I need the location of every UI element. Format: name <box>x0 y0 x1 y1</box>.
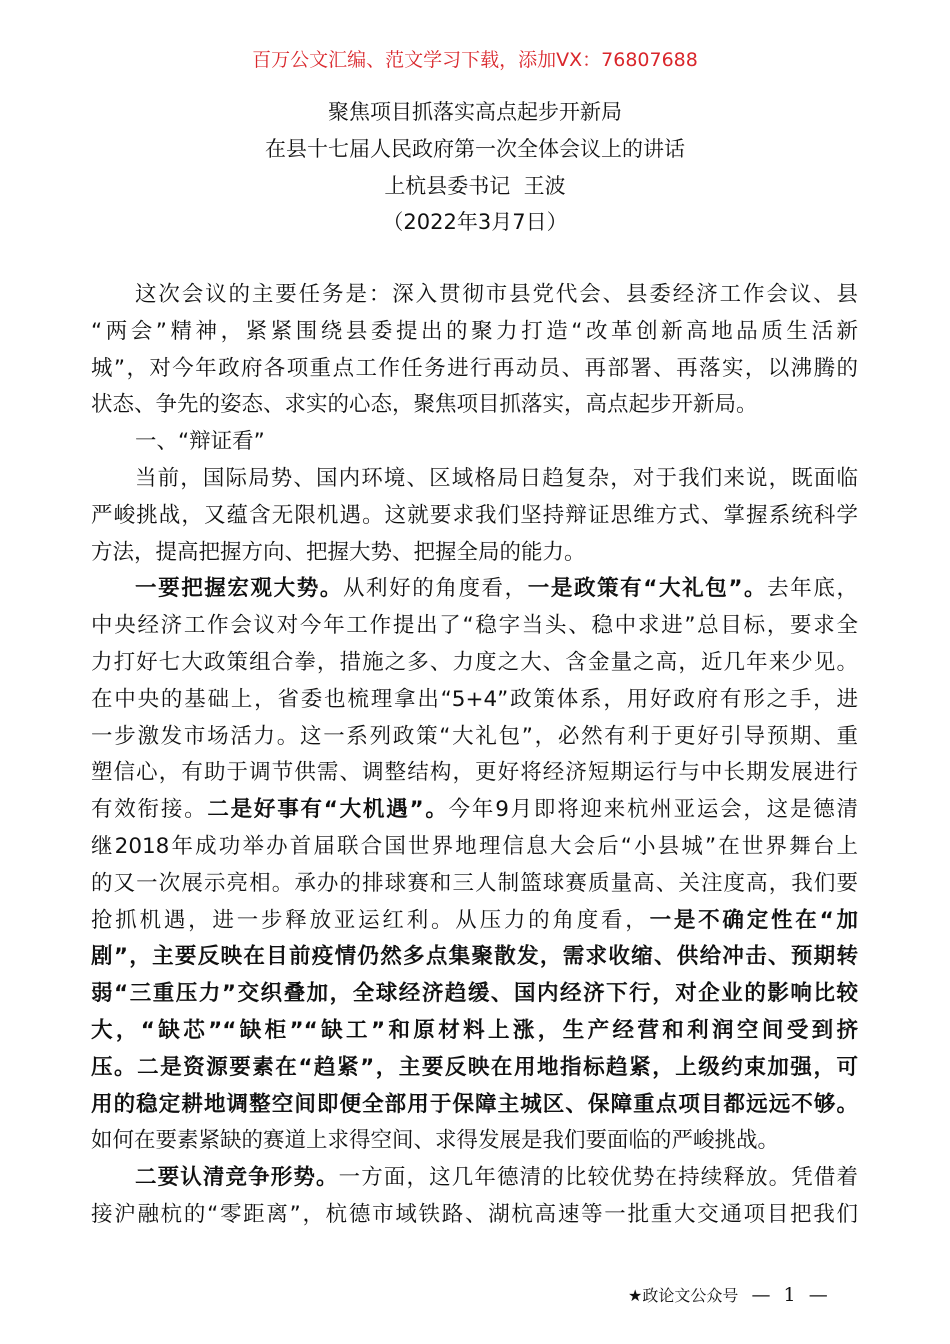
body-text: 一、“辩证看” <box>135 429 265 455</box>
text-line <box>91 1050 858 1087</box>
page-dash-left: — <box>751 1284 771 1306</box>
body-text: 方法，提高把握方向、把握大势、把握全局的能力。 <box>91 539 586 565</box>
text-line <box>91 976 858 1013</box>
bold-text: 用的稳定耕地调整空间即便全部用于保障主城区、保障重点项目都远远不够。 <box>91 1091 858 1117</box>
body-text: 如何在要素紧缺的赛道上求得空间、求得发展是我们要面临的严峻挑战。 <box>91 1128 780 1154</box>
body-text: 接沪融杭的“零距离”，杭德市域铁路、湖杭高速等一批重大交通项目把我们 <box>91 1201 858 1227</box>
body-text: 当前，国际局势、国内环境、区域格局日趋复杂，对于我们来说，既面临 <box>135 465 858 491</box>
bold-text: 大，“缺芯”“缺柜”“缺工”和原材料上涨，生产经营和利润空间受到挤 <box>91 1017 858 1043</box>
body-text: 从利好的角度看， <box>342 576 528 602</box>
text-line <box>91 1013 858 1050</box>
text-line <box>91 755 858 792</box>
text-line <box>91 645 858 682</box>
text-line <box>91 571 858 608</box>
text-line <box>91 719 858 756</box>
text-line <box>91 866 858 903</box>
body-text: 严峻挑战，又蕴含无限机遇。这就要求我们坚持辩证思维方式、掌握系统科学 <box>91 502 858 528</box>
document-date: （2022年3月7日） <box>382 210 568 234</box>
body-text: 这次会议的主要任务是：深入贯彻市县党代会、县委经济工作会议、县 <box>135 282 858 307</box>
text-line <box>91 314 858 351</box>
document-author: 上杭县委书记 王波 <box>384 174 566 198</box>
bold-text: 二是好事有“大机遇”。 <box>207 797 449 823</box>
bold-text: 二要认清竞争形势。 <box>135 1165 339 1191</box>
text-line <box>91 1197 858 1234</box>
document-subtitle: 在县十七届人民政府第一次全体会议上的讲话 <box>265 137 685 161</box>
text-line <box>91 939 858 976</box>
text-line <box>91 498 858 535</box>
body-text: 在中央的基础上，省委也梳理拿出“5+4”政策体系，用好政府有形之手，进 <box>91 686 858 712</box>
text-line <box>91 1123 858 1160</box>
body-text: 有效衔接。 <box>91 797 208 823</box>
bold-text: 一是政策有“大礼包”。 <box>527 576 768 602</box>
text-line <box>91 682 858 719</box>
page-dash-right: — <box>808 1284 828 1306</box>
body-text: 一步激发市场活力。这一系列政策“大礼包”，必然有利于更好引导预期、重 <box>91 723 858 749</box>
text-line <box>91 829 858 866</box>
footer-source: ★政论文公众号 <box>628 1286 739 1305</box>
body-text: 一方面，这几年德清的比较优势在持续释放。凭借着 <box>338 1165 858 1191</box>
text-line <box>91 792 858 829</box>
bold-text: 一要把握宏观大势。 <box>135 576 343 602</box>
watermark-banner: 百万公文汇编、范文学习下载，添加VX：76807688 <box>252 49 698 71</box>
text-line <box>91 277 858 314</box>
body-text: “两会”精神，紧紧围绕县委提出的聚力打造“改革创新高地品质生活新 <box>91 318 858 344</box>
text-line <box>91 903 858 940</box>
text-line <box>91 1087 858 1124</box>
body-text: 城”，对今年政府各项重点工作任务进行再动员、再部署、再落实，以沸腾的 <box>91 355 858 381</box>
body-text: 去年底， <box>767 576 858 602</box>
body-text: 中央经济工作会议对今年工作提出了“稳字当头、稳中求进”总目标，要求全 <box>91 613 858 639</box>
body-text: 塑信心，有助于调节供需、调整结构，更好将经济短期运行与中长期发展进行 <box>91 760 858 786</box>
body-text: 力打好七大政策组合拳，措施之多、力度之大、含金量之高，近几年来少见。 <box>91 649 858 675</box>
text-line <box>91 387 858 424</box>
bold-text: 弱“三重压力”交织叠加，全球经济趋缓、国内经济下行，对企业的影响比较 <box>91 981 858 1007</box>
body-text: 的又一次展示亮相。承办的排球赛和三人制篮球赛质量高、关注度高，我们要 <box>91 870 858 896</box>
text-line <box>91 424 858 461</box>
document-title: 聚焦项目抓落实高点起步开新局 <box>328 100 622 124</box>
document-body <box>91 277 858 1234</box>
text-line <box>91 1160 858 1197</box>
body-text: 今年9月即将迎来杭州亚运会，这是德清 <box>448 797 858 823</box>
text-line <box>91 608 858 645</box>
bold-text: 一是不确定性在“加 <box>649 907 858 933</box>
text-line <box>91 535 858 572</box>
text-line <box>91 351 858 388</box>
body-text: 状态、争先的姿态、求实的心态，聚焦项目抓落实，高点起步开新局。 <box>91 392 758 418</box>
page-number: 1 <box>783 1284 796 1306</box>
body-text: 抢抓机遇，进一步释放亚运红利。从压力的角度看， <box>91 907 650 933</box>
bold-text: 压。二是资源要素在“趋紧”，主要反映在用地指标趋紧，上级约束加强，可 <box>91 1054 858 1080</box>
text-line <box>91 461 858 498</box>
body-text: 继2018年成功举办首届联合国世界地理信息大会后“小县城”在世界舞台上 <box>91 833 858 859</box>
bold-text: 剧”，主要反映在目前疫情仍然多点集聚散发，需求收缩、供给冲击、预期转 <box>91 944 858 970</box>
page-footer <box>628 1283 828 1308</box>
